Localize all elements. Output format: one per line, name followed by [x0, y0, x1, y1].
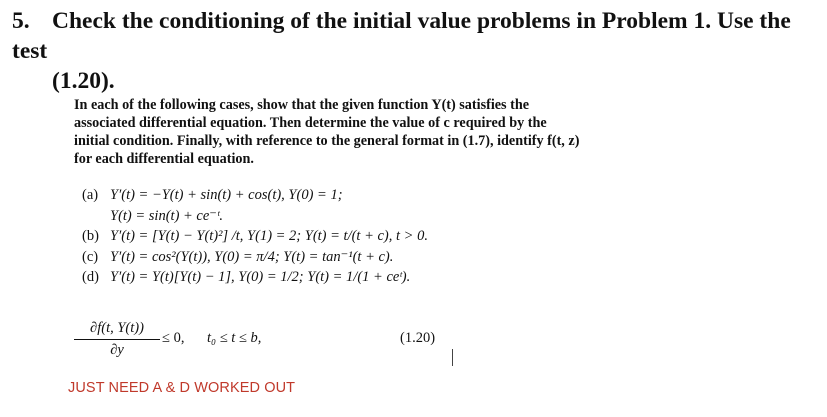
equation-number: (1.20)	[400, 330, 436, 346]
fraction-numerator: ∂f(t, Y(t))	[90, 320, 144, 336]
fraction-bar	[74, 339, 160, 340]
case-label: (d)	[82, 269, 99, 285]
test-condition: ≤ 0,	[162, 330, 185, 346]
case-list	[82, 185, 642, 288]
request-note: JUST NEED A & D WORKED OUT	[68, 380, 296, 396]
case-equation-continued: Y(t) = sin(t) + ce⁻ᵗ.	[110, 207, 224, 224]
case-equation: Y′(t) = cos²(Y(t)), Y(0) = π/4; Y(t) = tan⁻¹(t + c).	[110, 248, 394, 265]
problem-number: 5.	[12, 8, 30, 34]
test-range: t₀ ≤ t ≤ b,	[207, 330, 262, 346]
fraction-denominator: ∂y	[110, 342, 124, 358]
case-d	[82, 267, 642, 288]
text-cursor	[452, 349, 453, 366]
case-equation: Y′(t) = [Y(t) − Y(t)²] /t, Y(1) = 2; Y(t) = t/(t + c), t > 0.	[110, 228, 428, 244]
case-b	[82, 226, 642, 247]
problem-title-line-1	[12, 6, 812, 66]
case-equation: Y′(t) = Y(t)[Y(t) − 1], Y(0) = 1/2; Y(t) = 1/(1 + ceᵗ).	[110, 269, 411, 285]
case-c	[82, 247, 642, 268]
test-equation	[74, 318, 634, 368]
instructions-paragraph: In each of the following cases, show that the given function Y(t) satisfies the associated differential equation. Then determine the value of c required by the initial condition. Finally, with reference to the general format in (1.7), identify f(t, z) for each differential equation.	[74, 97, 580, 167]
problem-heading	[12, 6, 812, 96]
partial-derivative-fraction	[74, 318, 160, 359]
problem-title-text: Check the conditioning of the initial value problems in Problem 1. Use the test	[12, 8, 791, 64]
case-a-solution	[82, 206, 642, 227]
case-label: (a)	[82, 187, 99, 203]
case-equation: Y′(t) = −Y(t) + sin(t) + cos(t), Y(0) = 1;	[110, 187, 343, 203]
case-a	[82, 185, 642, 206]
case-label: (c)	[82, 248, 99, 265]
case-label: (b)	[82, 228, 99, 244]
problem-title-line-2: (1.20).	[52, 68, 115, 94]
